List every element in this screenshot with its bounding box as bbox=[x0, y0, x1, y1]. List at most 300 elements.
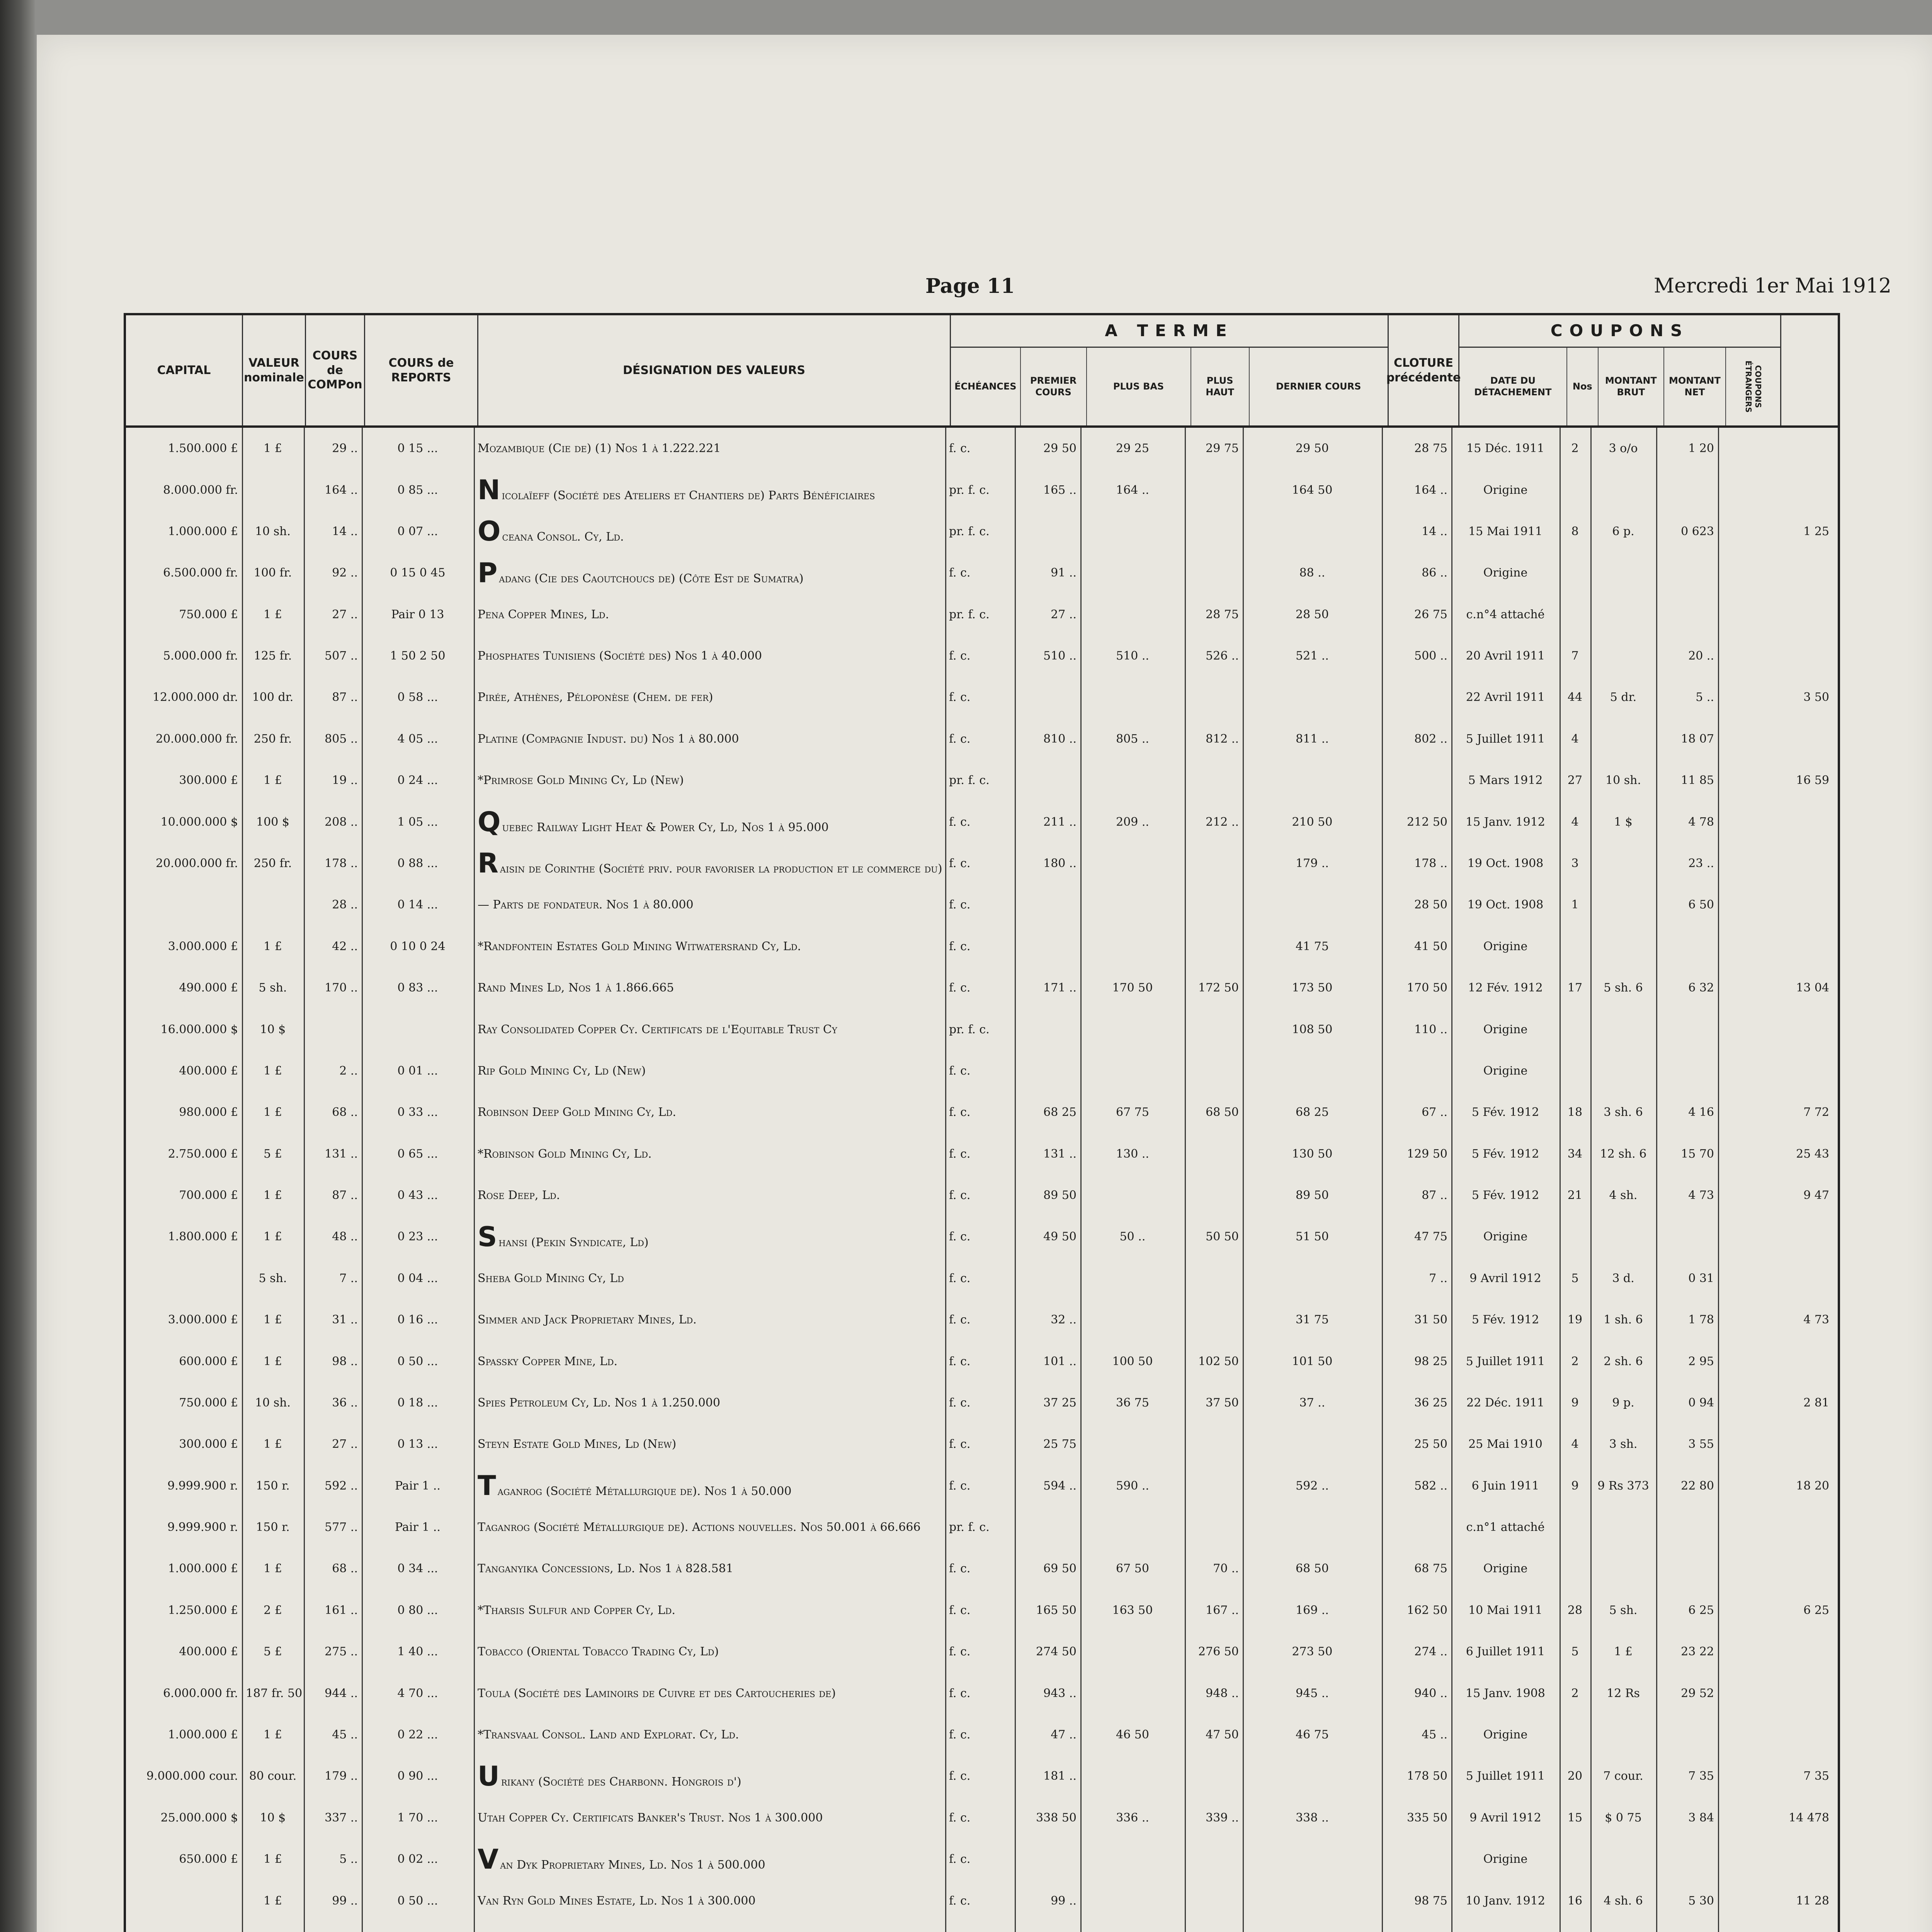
cell-text: 802 .. bbox=[1414, 732, 1447, 746]
cell-capital bbox=[126, 566, 242, 580]
cell-cloture bbox=[1382, 1894, 1451, 1908]
table-row bbox=[126, 1050, 1838, 1092]
cell-text: 36 .. bbox=[332, 1396, 358, 1410]
cell-date bbox=[1451, 1811, 1560, 1825]
cell-text: 1 £ bbox=[264, 1894, 282, 1908]
cell-ech bbox=[945, 566, 1015, 580]
cell-text: 11 28 bbox=[1796, 1894, 1829, 1908]
cell-text: 25 43 bbox=[1796, 1147, 1829, 1161]
cell-designation bbox=[474, 1064, 945, 1078]
cell-cloture bbox=[1382, 1479, 1451, 1493]
cell-brut bbox=[1590, 1272, 1656, 1285]
cell-ech bbox=[945, 483, 1015, 497]
cell-premier bbox=[1015, 1189, 1080, 1202]
cell-capital bbox=[126, 1105, 242, 1119]
cell-text: 2 bbox=[1571, 1686, 1579, 1700]
cell-text: 1 £ bbox=[264, 939, 282, 953]
cell-text: 170 .. bbox=[325, 981, 358, 995]
cell-text: 0 94 bbox=[1688, 1396, 1714, 1410]
cell-text: 150 r. bbox=[256, 1520, 290, 1534]
cell-text: 3 50 bbox=[1803, 690, 1829, 704]
cell-text: 49 50 bbox=[1043, 1230, 1077, 1244]
cell-text: 0 02 ... bbox=[397, 1852, 438, 1866]
table-row bbox=[126, 1340, 1838, 1382]
cell-text: adang (Cie des Caoutchoucs de) (Côte Est de Sumatra) bbox=[499, 571, 804, 585]
cell-text: 165 50 bbox=[1036, 1603, 1077, 1617]
cell-date bbox=[1451, 981, 1560, 995]
coupons-title: COUPONS bbox=[1459, 315, 1780, 348]
cell-net bbox=[1656, 1189, 1718, 1202]
table-row bbox=[126, 1299, 1838, 1340]
cell-dernier bbox=[1243, 1147, 1382, 1161]
cell-text: 46 75 bbox=[1296, 1728, 1329, 1742]
cell-date bbox=[1451, 1355, 1560, 1368]
cell-capital bbox=[126, 690, 242, 704]
cell-dernier bbox=[1243, 1230, 1382, 1243]
cell-num bbox=[1560, 1189, 1590, 1202]
cell-net bbox=[1656, 815, 1718, 829]
col-echeances: ÉCHÉANCES bbox=[951, 348, 1021, 426]
cell-valeur bbox=[242, 1023, 304, 1036]
cell-text: 12 Rs bbox=[1607, 1686, 1640, 1700]
cell-bas bbox=[1080, 1355, 1185, 1368]
cell-haut bbox=[1185, 1645, 1243, 1658]
cell-num bbox=[1560, 1479, 1590, 1493]
cell-capital bbox=[126, 1687, 242, 1700]
cell-text: 20 bbox=[1567, 1769, 1583, 1783]
cell-date bbox=[1451, 1023, 1560, 1036]
cell-valeur bbox=[242, 1811, 304, 1825]
cell-text: 9 47 bbox=[1803, 1189, 1829, 1202]
cell-brut bbox=[1590, 1396, 1656, 1410]
cell-text: 19 bbox=[1567, 1313, 1583, 1327]
cell-valeur bbox=[242, 774, 304, 787]
cell-bas bbox=[1080, 442, 1185, 455]
cell-designation bbox=[474, 806, 945, 838]
cell-designation bbox=[474, 981, 945, 995]
cell-date bbox=[1451, 525, 1560, 538]
cell-premier bbox=[1015, 981, 1080, 995]
col-designation: DÉSIGNATION DES VALEURS bbox=[478, 315, 951, 425]
cell-text: 4 bbox=[1571, 815, 1579, 829]
cell-text: hansi (Pekin Syndicate, Ld) bbox=[498, 1235, 649, 1249]
cell-text: 274 .. bbox=[1414, 1645, 1447, 1659]
cell-designation bbox=[474, 1221, 945, 1253]
cell-reports bbox=[362, 1645, 474, 1658]
cell-text: 10 sh. bbox=[255, 1396, 291, 1410]
cell-text: 2 £ bbox=[264, 1603, 282, 1617]
cell-capital bbox=[126, 815, 242, 829]
cell-text: 3 o/o bbox=[1609, 442, 1638, 456]
cell-comp bbox=[304, 1520, 362, 1534]
cell-comp bbox=[304, 1272, 362, 1285]
cell-text: 7 cour. bbox=[1603, 1769, 1643, 1783]
cell-text: 0 23 ... bbox=[397, 1230, 438, 1244]
cell-text: 91 .. bbox=[1051, 566, 1077, 580]
cell-designation bbox=[474, 940, 945, 953]
cell-text: 1.500.000 £ bbox=[168, 442, 238, 456]
cell-text: 209 .. bbox=[1116, 815, 1149, 829]
cell-capital bbox=[126, 442, 242, 455]
cell-text: 335 50 bbox=[1407, 1811, 1447, 1825]
cell-text: 15 Mai 1911 bbox=[1468, 524, 1543, 538]
cell-text: 31 75 bbox=[1296, 1313, 1329, 1327]
cell-text: *Primrose Gold Mining Cy, Ld (New) bbox=[478, 774, 684, 787]
cell-text: 17 bbox=[1567, 981, 1583, 995]
cell-text: 181 .. bbox=[1043, 1769, 1077, 1783]
cell-text: 29 .. bbox=[332, 442, 358, 456]
cell-text: 45 .. bbox=[332, 1728, 358, 1742]
cell-text: 87 .. bbox=[1422, 1189, 1447, 1202]
table-row bbox=[126, 1175, 1838, 1216]
cell-text: 178 50 bbox=[1407, 1769, 1447, 1783]
cell-text: 6 25 bbox=[1688, 1603, 1714, 1617]
table-row bbox=[126, 1922, 1838, 1932]
cell-haut bbox=[1185, 1604, 1243, 1617]
cell-text: 273 50 bbox=[1292, 1645, 1333, 1659]
cell-designation bbox=[474, 1811, 945, 1825]
cell-net bbox=[1656, 774, 1718, 787]
cell-bas bbox=[1080, 1147, 1185, 1161]
cell-num bbox=[1560, 1769, 1590, 1783]
cell-designation bbox=[474, 1272, 945, 1285]
table-row bbox=[126, 1423, 1838, 1465]
cell-text: Origine bbox=[1483, 939, 1528, 953]
cell-text: 400.000 £ bbox=[179, 1064, 238, 1078]
cell-text: 811 .. bbox=[1296, 732, 1329, 746]
cell-text: 7 .. bbox=[339, 1271, 358, 1285]
table-header bbox=[126, 315, 1838, 428]
cell-text: 26 75 bbox=[1414, 607, 1447, 621]
cell-comp bbox=[304, 442, 362, 455]
cell-etr bbox=[1718, 1147, 1833, 1161]
cell-text: f. c. bbox=[949, 939, 971, 953]
cell-text: 9 Avril 1912 bbox=[1469, 1271, 1541, 1285]
cell-capital bbox=[126, 1562, 242, 1575]
cell-date bbox=[1451, 649, 1560, 663]
cell-capital bbox=[126, 1437, 242, 1451]
cell-text: 0 85 ... bbox=[397, 483, 438, 497]
cell-valeur bbox=[242, 1105, 304, 1119]
cell-text: f. c. bbox=[949, 1894, 971, 1908]
cell-text: 4 sh. 6 bbox=[1604, 1894, 1643, 1908]
cell-text: Spassky Copper Mine, Ld. bbox=[478, 1354, 618, 1368]
cell-reports bbox=[362, 1147, 474, 1161]
cell-premier bbox=[1015, 1645, 1080, 1658]
cell-premier bbox=[1015, 1437, 1080, 1451]
table-row bbox=[126, 1631, 1838, 1672]
cell-text: 5 sh. bbox=[259, 981, 287, 995]
cell-dernier bbox=[1243, 1313, 1382, 1327]
cell-net bbox=[1656, 1769, 1718, 1783]
cell-premier bbox=[1015, 566, 1080, 580]
cell-text: 2 bbox=[1571, 1354, 1579, 1368]
cell-ech bbox=[945, 1189, 1015, 1202]
cell-num bbox=[1560, 1396, 1590, 1410]
cell-text: 0 43 ... bbox=[397, 1189, 438, 1202]
cell-text: 7 .. bbox=[1429, 1271, 1447, 1285]
cell-text: 211 .. bbox=[1043, 815, 1077, 829]
cell-text: 131 .. bbox=[1043, 1147, 1077, 1161]
cell-text: 28 75 bbox=[1414, 442, 1447, 456]
cell-brut bbox=[1590, 1147, 1656, 1161]
cell-capital bbox=[126, 732, 242, 746]
cell-text: 36 75 bbox=[1116, 1396, 1149, 1410]
cell-text: 9.999.900 r. bbox=[167, 1479, 238, 1493]
cell-text: 274 50 bbox=[1036, 1645, 1077, 1659]
cell-cloture bbox=[1382, 1272, 1451, 1285]
cell-haut bbox=[1185, 1728, 1243, 1742]
cell-text: f. c. bbox=[949, 1105, 971, 1119]
cell-text: 5 sh. 6 bbox=[1604, 981, 1643, 995]
cell-date bbox=[1451, 1479, 1560, 1493]
cell-etr bbox=[1718, 981, 1833, 995]
cell-text: 27 bbox=[1567, 774, 1583, 787]
cell-comp bbox=[304, 1064, 362, 1078]
cell-text: 5 Juillet 1911 bbox=[1466, 732, 1545, 746]
cell-bas bbox=[1080, 1562, 1185, 1575]
cell-text: Robinson Deep Gold Mining Cy, Ld. bbox=[478, 1105, 676, 1119]
cell-net bbox=[1656, 732, 1718, 746]
page-number: Page 11 bbox=[925, 274, 1015, 298]
cell-text: 1 £ bbox=[1614, 1645, 1633, 1659]
cell-cloture bbox=[1382, 940, 1451, 953]
cell-date bbox=[1451, 1230, 1560, 1243]
cell-dernier bbox=[1243, 940, 1382, 953]
cell-text: f. c. bbox=[949, 1852, 971, 1866]
cell-premier bbox=[1015, 1313, 1080, 1327]
cell-net bbox=[1656, 1437, 1718, 1451]
cell-comp bbox=[304, 608, 362, 621]
cell-comp bbox=[304, 1811, 362, 1825]
cell-text: 0 14 ... bbox=[397, 898, 438, 912]
cell-haut bbox=[1185, 649, 1243, 663]
cell-ech bbox=[945, 608, 1015, 621]
cell-text: 338 50 bbox=[1036, 1811, 1077, 1825]
cell-designation bbox=[474, 1894, 945, 1908]
cell-date bbox=[1451, 1769, 1560, 1783]
cell-premier bbox=[1015, 1728, 1080, 1742]
cell-text: 1 20 bbox=[1688, 442, 1714, 456]
cell-text: aganrog (Société Métallurgique de). Nos 1 à 50.000 bbox=[497, 1485, 792, 1498]
cell-text: 22 80 bbox=[1681, 1479, 1714, 1493]
cell-designation bbox=[474, 474, 945, 506]
cell-reports bbox=[362, 1852, 474, 1866]
cell-cloture bbox=[1382, 981, 1451, 995]
cell-ech bbox=[945, 1313, 1015, 1327]
cell-text: *Tharsis Sulfur and Copper Cy, Ld. bbox=[478, 1603, 675, 1617]
cell-text: 29 25 bbox=[1116, 442, 1149, 456]
cell-bas bbox=[1080, 815, 1185, 829]
cell-text: 12 sh. 6 bbox=[1600, 1147, 1647, 1161]
cell-comp bbox=[304, 1396, 362, 1410]
cell-ech bbox=[945, 1728, 1015, 1742]
cell-text: 86 .. bbox=[1422, 566, 1447, 580]
cell-text: 178 .. bbox=[325, 856, 358, 870]
table-row bbox=[126, 677, 1838, 718]
cell-dernier bbox=[1243, 1811, 1382, 1825]
cell-num bbox=[1560, 1355, 1590, 1368]
cell-premier bbox=[1015, 1894, 1080, 1908]
cell-text: 31 50 bbox=[1414, 1313, 1447, 1327]
table-row bbox=[126, 884, 1838, 925]
cell-capital bbox=[126, 774, 242, 787]
cell-designation bbox=[474, 1562, 945, 1575]
cell-text: 1 £ bbox=[264, 442, 282, 456]
table-row bbox=[126, 1258, 1838, 1299]
cell-text: f. c. bbox=[949, 1147, 971, 1161]
cell-haut bbox=[1185, 1230, 1243, 1243]
cell-valeur bbox=[242, 1769, 304, 1783]
cell-text: f. c. bbox=[949, 1811, 971, 1825]
cell-text: 180 .. bbox=[1043, 856, 1077, 870]
cell-comp bbox=[304, 898, 362, 912]
cell-text: 0 04 ... bbox=[397, 1271, 438, 1285]
cell-text: 48 .. bbox=[332, 1230, 358, 1244]
cell-valeur bbox=[242, 940, 304, 953]
cell-text: 4 16 bbox=[1688, 1105, 1714, 1119]
cell-comp bbox=[304, 1894, 362, 1908]
cell-date bbox=[1451, 815, 1560, 829]
cell-text: 805 .. bbox=[1116, 732, 1149, 746]
cell-text: 100 dr. bbox=[252, 690, 294, 704]
cell-text: 945 .. bbox=[1296, 1686, 1329, 1700]
cell-reports bbox=[362, 1687, 474, 1700]
cell-reports bbox=[362, 1437, 474, 1451]
cell-valeur bbox=[242, 1562, 304, 1575]
cell-date bbox=[1451, 1147, 1560, 1161]
cell-capital bbox=[126, 649, 242, 663]
cell-text: 2 .. bbox=[339, 1064, 358, 1078]
cell-designation bbox=[474, 649, 945, 663]
cell-text: 2 bbox=[1571, 442, 1579, 456]
cell-text: 37 .. bbox=[1299, 1396, 1325, 1410]
cell-text: 164 .. bbox=[1116, 483, 1149, 497]
cell-comp bbox=[304, 774, 362, 787]
cell-reports bbox=[362, 815, 474, 829]
cell-capital bbox=[126, 525, 242, 538]
cell-haut bbox=[1185, 608, 1243, 621]
cell-cloture bbox=[1382, 898, 1451, 912]
cell-text: 1 40 ... bbox=[397, 1645, 438, 1659]
newspaper-page bbox=[37, 35, 1932, 1932]
cell-text: 1 50 2 50 bbox=[390, 649, 446, 663]
cell-text: 6 Juin 1911 bbox=[1471, 1479, 1539, 1493]
cell-text: 27 .. bbox=[332, 1437, 358, 1451]
cell-net bbox=[1656, 1147, 1718, 1161]
cell-text: 16 59 bbox=[1796, 774, 1829, 787]
cell-text: 10.000.000 $ bbox=[160, 815, 238, 829]
cell-text: 510 .. bbox=[1043, 649, 1077, 663]
cell-premier bbox=[1015, 815, 1080, 829]
cell-text: 1.000.000 £ bbox=[168, 1562, 238, 1576]
cell-num bbox=[1560, 1313, 1590, 1327]
cell-text: 98 .. bbox=[332, 1354, 358, 1368]
cell-text: 108 50 bbox=[1292, 1022, 1333, 1036]
cell-text: 29 52 bbox=[1681, 1686, 1714, 1700]
cell-text: 9.999.900 r. bbox=[167, 1520, 238, 1534]
cell-text: 50 .. bbox=[1119, 1230, 1146, 1244]
cell-net bbox=[1656, 898, 1718, 912]
cell-capital bbox=[126, 1313, 242, 1327]
cell-comp bbox=[304, 1852, 362, 1866]
cell-date bbox=[1451, 690, 1560, 704]
table-body bbox=[126, 428, 1838, 1932]
cell-text: 250 fr. bbox=[253, 856, 292, 870]
cell-text: 150 r. bbox=[256, 1479, 290, 1493]
cell-bas bbox=[1080, 1604, 1185, 1617]
cell-text: 1 £ bbox=[264, 1189, 282, 1202]
cell-text: 5 Fév. 1912 bbox=[1471, 1105, 1539, 1119]
table-row bbox=[126, 926, 1838, 967]
cell-haut bbox=[1185, 1811, 1243, 1825]
cell-ech bbox=[945, 525, 1015, 538]
cell-text: 1 05 ... bbox=[397, 815, 438, 829]
cell-bas bbox=[1080, 732, 1185, 746]
cell-valeur bbox=[242, 1852, 304, 1866]
col-date-detach: DATE DU DÉTACHEMENT bbox=[1459, 348, 1567, 426]
cell-dernier bbox=[1243, 857, 1382, 870]
col-plus-bas: PLUS BAS bbox=[1087, 348, 1191, 426]
table-row bbox=[126, 801, 1838, 842]
cell-text: 980.000 £ bbox=[179, 1105, 238, 1119]
cell-ech bbox=[945, 1769, 1015, 1783]
cell-text: 28 50 bbox=[1414, 898, 1447, 912]
cell-num bbox=[1560, 774, 1590, 787]
cell-text: *Randfontein Estates Gold Mining Witwatersrand Cy, Ld. bbox=[478, 939, 801, 953]
cell-valeur bbox=[242, 857, 304, 870]
cell-text: 47 50 bbox=[1206, 1728, 1239, 1742]
cell-designation bbox=[474, 1023, 945, 1036]
cell-text: 44 bbox=[1567, 690, 1583, 704]
cell-text: 67 50 bbox=[1116, 1562, 1149, 1576]
cell-text: 20.000.000 fr. bbox=[156, 732, 238, 746]
cell-text: uebec Railway Light Heat & Power Cy, Ld, Nos 1 à 95.000 bbox=[502, 821, 829, 835]
table-row bbox=[126, 1714, 1838, 1755]
drop-initial: Q bbox=[478, 806, 501, 838]
cell-reports bbox=[362, 1769, 474, 1783]
cell-comp bbox=[304, 1728, 362, 1742]
table-row bbox=[126, 718, 1838, 760]
cell-net bbox=[1656, 1479, 1718, 1493]
col-cours-comp: COURS de COMPon bbox=[306, 315, 365, 425]
cell-reports bbox=[362, 732, 474, 746]
cell-text: 171 .. bbox=[1043, 981, 1077, 995]
cell-haut bbox=[1185, 981, 1243, 995]
cell-ech bbox=[945, 1520, 1015, 1534]
cell-text: Rip Gold Mining Cy, Ld (New) bbox=[478, 1064, 646, 1078]
cell-text: 100 fr. bbox=[253, 566, 292, 580]
cell-cloture bbox=[1382, 566, 1451, 580]
cell-bas bbox=[1080, 981, 1185, 995]
cell-dernier bbox=[1243, 815, 1382, 829]
cell-text: 19 Oct. 1908 bbox=[1467, 898, 1544, 912]
cell-text: 1 bbox=[1571, 898, 1579, 912]
drop-initial: N bbox=[478, 474, 500, 506]
cell-etr bbox=[1718, 1811, 1833, 1825]
cell-text: f. c. bbox=[949, 1769, 971, 1783]
cell-reports bbox=[362, 1313, 474, 1327]
cell-text: 810 .. bbox=[1043, 732, 1077, 746]
cell-text: 170 50 bbox=[1407, 981, 1447, 995]
cell-text: 5 Juillet 1911 bbox=[1466, 1354, 1545, 1368]
cell-etr bbox=[1718, 1894, 1833, 1908]
cell-premier bbox=[1015, 1769, 1080, 1783]
cell-text: 0 50 ... bbox=[397, 1894, 438, 1908]
cell-ech bbox=[945, 1894, 1015, 1908]
cell-text: f. c. bbox=[949, 442, 971, 456]
cell-ech bbox=[945, 815, 1015, 829]
